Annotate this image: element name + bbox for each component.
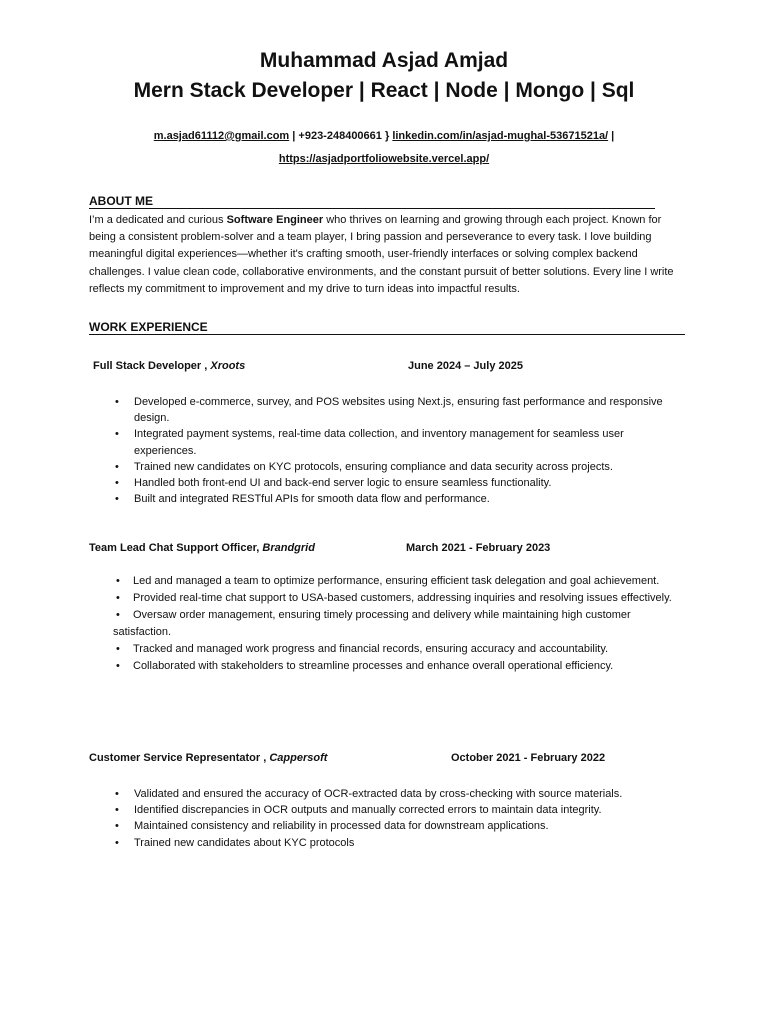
job-company: Brandgrid [262, 542, 315, 554]
bullet-text: Oversaw order management, ensuring timely processing and delivery while maintaining high customer satisfaction. [113, 609, 631, 638]
list-item: • Provided real-time chat support to USA-based customers, addressing inquiries and resolving issues effectively. [116, 592, 672, 604]
contact-separator: | [608, 130, 615, 142]
job-title [89, 751, 327, 765]
list-item: • Tracked and managed work progress and financial records, ensuring accuracy and accountability. [116, 643, 609, 655]
job-dates: June 2024 – July 2025 [408, 360, 523, 372]
portfolio-link[interactable]: https://asjadportfoliowebsite.vercel.app/ [278, 153, 490, 165]
list-item: • Built and integrated RESTful APIs for smooth data flow and performance. [110, 491, 680, 507]
list-item: • Integrated payment systems, real-time data collection, and inventory management for seamless user experiences. [110, 426, 680, 458]
bullet-text: Provided real-time chat support to USA-based customers, addressing inquiries and resolving issues effectively. [133, 592, 672, 604]
job-dates: March 2021 - February 2023 [406, 542, 551, 554]
list-item: • Collaborated with stakeholders to streamline processes and enhance overall operational efficiency. [116, 660, 614, 672]
list-item: • Trained new candidates on KYC protocols, ensuring compliance and data security across projects. [110, 459, 680, 475]
linkedin-link[interactable]: linkedin.com/in/asjad-mughal-53671521a/ [392, 130, 609, 142]
list-item: • Led and managed a team to optimize performance, ensuring efficient task delegation and goal achievement. [116, 575, 660, 587]
bullet-text: Collaborated with stakeholders to streamline processes and enhance overall operational efficiency. [133, 660, 614, 672]
list-item: • Validated and ensured the accuracy of OCR-extracted data by cross-checking with source materials. [110, 786, 680, 802]
list-item: • Maintained consistency and reliability in processed data for downstream applications. [110, 818, 680, 834]
experience-section-title: WORK EXPERIENCE [89, 320, 208, 334]
bullet-text: Tracked and managed work progress and financial records, ensuring accuracy and accountability. [133, 643, 609, 655]
phone-number: | +923-248400661 } [289, 130, 393, 142]
email-link[interactable]: m.asjad61112@gmail.com [153, 130, 290, 142]
job-role: Full Stack Developer , [93, 360, 211, 372]
about-text-end: who thrives on learning and growing through each project. Known for being a consistent problem-solver and a team player, I bring passion and perseverance to every task. I love building meaningful digital experiences—whether it's crafting smooth, user-friendly interfaces or solving complex backend challenges. I value clean code, collaborative environments, and the constant pursuit of better solutions. Every line I write reflects my commitment to improvement and my drive to turn ideas into impactful results. [89, 214, 674, 295]
job-bullets [113, 573, 673, 675]
list-item: • Developed e-commerce, survey, and POS websites using Next.js, ensuring fast performance and responsive design. [110, 394, 680, 426]
job-role: Customer Service Representator , [89, 752, 270, 764]
about-text-start: I’m a dedicated and curious [89, 214, 227, 226]
list-item: • Handled both front-end UI and back-end server logic to ensure seamless functionality. [110, 475, 680, 491]
about-highlight: Software Engineer [226, 214, 324, 226]
list-item: • Oversaw order management, ensuring timely processing and delivery while maintaining high customer satisfaction. [113, 609, 631, 638]
job-company: Cappersoft [269, 752, 328, 764]
job-dates: October 2021 - February 2022 [451, 752, 606, 764]
job-title [93, 359, 245, 373]
job-bullets [110, 786, 680, 851]
job-bullets [110, 394, 680, 507]
about-text [89, 212, 679, 298]
candidate-headline: Mern Stack Developer | React | Node | Mongo | Sql [133, 79, 635, 102]
list-item: • Identified discrepancies in OCR outputs and manually corrected errors to maintain data integrity. [110, 802, 680, 818]
about-divider [89, 208, 655, 209]
candidate-name: Muhammad Asjad Amjad [259, 49, 509, 72]
job-title [89, 541, 315, 555]
job-role: Team Lead Chat Support Officer, [89, 542, 263, 554]
list-item: • Trained new candidates about KYC protocols [110, 835, 680, 851]
contact-line [0, 129, 768, 143]
about-section-title: ABOUT ME [89, 194, 153, 208]
bullet-text: Led and managed a team to optimize performance, ensuring efficient task delegation and goal achievement. [133, 575, 660, 587]
portfolio-line [0, 152, 768, 166]
job-company: Xroots [210, 360, 246, 372]
experience-divider [89, 334, 685, 335]
